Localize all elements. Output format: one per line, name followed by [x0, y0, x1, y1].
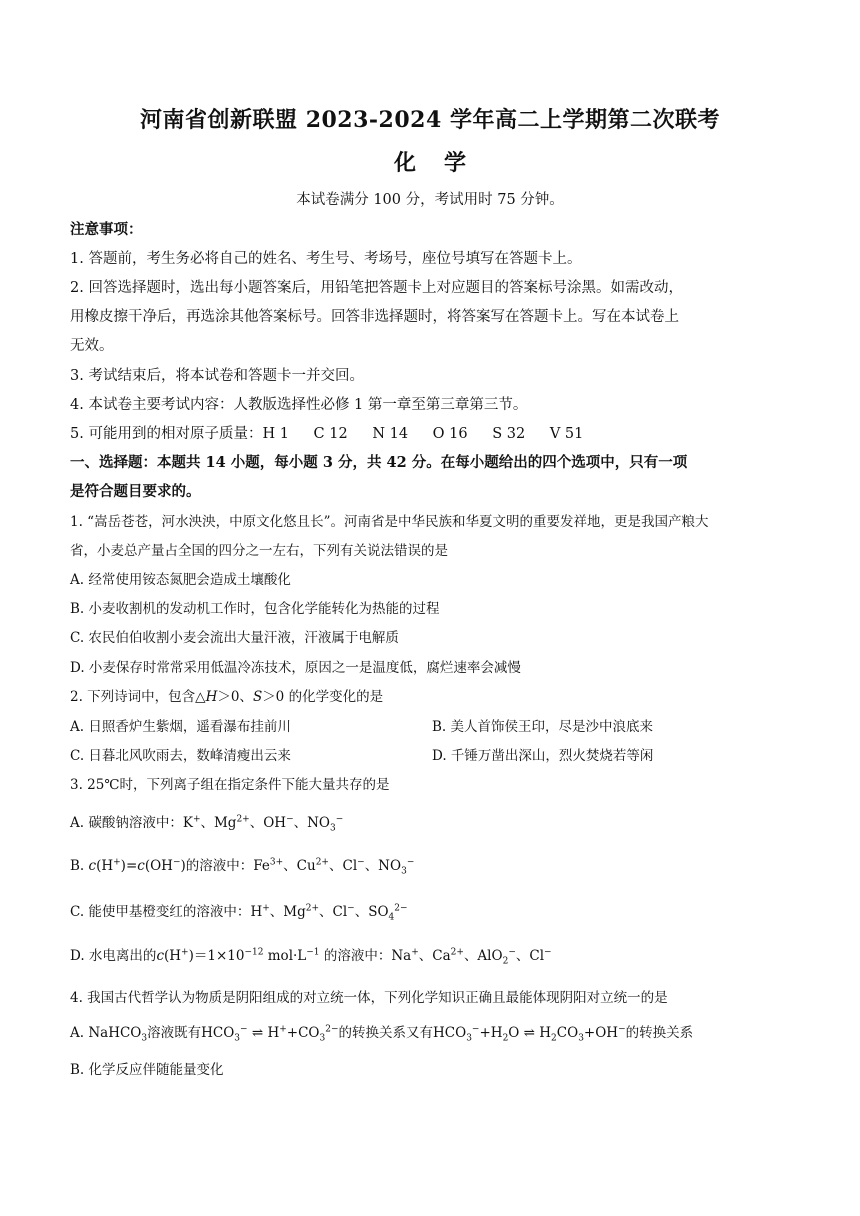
q2-stem-part3: ＞0 的化学变化的是: [262, 689, 384, 705]
q3-option-d-unit-exp: −1: [306, 947, 320, 958]
notice-item-3: 3. 考试结束后，将本试卷和答题卡一并交回。: [70, 368, 364, 384]
q2-stem-part2: ＞0、: [217, 689, 253, 705]
q1-stem-cont: 省，小麦总产量占全国的四分之一左右，下列有关说法错误的是: [70, 543, 448, 559]
q3-option-d-label: D. 水电离出的: [70, 948, 157, 964]
notice-item-2-cont: 用橡皮擦干净后，再选涂其他答案标号。回答非选择题时，将答案写在答题卡上。写在本试卷上: [70, 309, 679, 325]
q1-option-a: A. 经常使用铵态氮肥会造成土壤酸化: [70, 572, 291, 588]
atomic-mass-c: C 12: [313, 426, 348, 442]
q3-option-d-value: ＝1×10: [193, 948, 245, 964]
q2-stem-h: H: [205, 689, 218, 705]
q3-option-a-ions: K+、$Mg^{2+}$、OH−、$NO_3^-$: [182, 814, 344, 834]
q1-option-b: B. 小麦收割机的发动机工作时，包含化学能转化为热能的过程: [70, 601, 440, 617]
notice-item-2-end: 无效。: [70, 338, 114, 354]
q4-stem: 4. 我国古代哲学认为物质是阴阳组成的对立统一体，下列化学知识正确且最能体现阴阳对立统一的是: [70, 990, 668, 1006]
exam-title: 河南省创新联盟 2023-2024 学年高二上学期第二次联考: [140, 107, 720, 133]
q3-option-c-label: C. 能使甲基橙变红的溶液中：: [70, 904, 251, 920]
notice-item-4: 4. 本试卷主要考试内容：人教版选择性必修 1 第一章至第三章第三节。: [70, 397, 528, 413]
section1-heading: 一、选择题：本题共 14 小题，每小题 3 分，共 42 分。在每小题给出的四个选项中，只有一项: [70, 454, 688, 471]
q3-option-b-mid: 的溶液中：: [185, 858, 254, 874]
notice-item-1: 1. 答题前，考生务必将自己的姓名、考生号、考场号，座位号填写在答题卡上。: [70, 251, 582, 267]
q4-option-a: [70, 1023, 795, 1043]
q3-option-d: [70, 946, 795, 966]
q3-option-b: [70, 856, 795, 876]
q1-option-d: D. 小麦保存时常常采用低温冷冻技术，原因之一是温度低，腐烂速率会减慢: [70, 660, 521, 676]
q4-option-a-eq2: $HCO_3^-+H_2O$ ⇌ $H_2CO_3+OH^-$: [433, 1024, 626, 1044]
q4-option-a-text2: 的转换关系又有: [338, 1025, 434, 1041]
exam-subtitle: 本试卷满分 100 分，考试用时 75 分钟。: [296, 192, 564, 208]
notice-item-2: 2. 回答选择题时，选出每小题答案后，用铅笔把答题卡上对应题目的答案标号涂黑。如需改动，: [70, 280, 683, 296]
q3-stem: 3. 25℃时，下列离子组在指定条件下能大量共存的是: [70, 777, 390, 793]
q2-option-b: B. 美人首饰侯王印，尽是沙中浪底来: [432, 719, 654, 735]
q2-row-2: [70, 746, 795, 766]
q3-option-d-mid: 的溶液中：: [319, 948, 392, 964]
q2-option-c: C. 日暮北风吹雨去，数峰清瘦出云来: [70, 748, 291, 764]
q2-stem: [70, 687, 795, 707]
q4-option-b: B. 化学反应伴随能量变化: [70, 1062, 224, 1078]
q3-option-b-condition: c(H+)=c(OH−): [88, 857, 186, 874]
atomic-mass-o: O 16: [432, 426, 468, 442]
q3-option-a: [70, 813, 795, 833]
atomic-mass-n: N 14: [372, 426, 409, 442]
atomic-mass-v: V 51: [549, 426, 584, 442]
q4-option-a-text1: 溶液既有: [147, 1025, 202, 1041]
exam-subject: 化学: [393, 150, 494, 176]
notice-heading: 注意事项：: [70, 221, 143, 238]
q2-stem-s: S: [252, 689, 263, 705]
atomic-mass-h: 5. 可能用到的相对原子质量：H 1: [70, 426, 289, 442]
q4-option-a-label: A.: [70, 1025, 85, 1041]
q2-option-d: D. 千锤万凿出深山，烈火焚烧若等闲: [432, 748, 654, 764]
q2-stem-part1: 2. 下列诗词中，包含△: [70, 689, 206, 705]
q3-option-d-exp: −12: [244, 947, 264, 958]
q2-option-a: A. 日照香炉生紫烟，遥看瀑布挂前川: [70, 719, 291, 735]
atomic-mass-s: S 32: [492, 426, 526, 442]
q3-option-b-label: B.: [70, 858, 85, 874]
q3-option-a-label: A. 碳酸钠溶液中：: [70, 815, 183, 831]
q1-option-c: C. 农民伯伯收割小麦会流出大量汗液，汗液属于电解质: [70, 630, 399, 646]
q3-option-c-ions: H+、$Mg^{2+}$、Cl−、$SO_4^{2-}$: [250, 903, 408, 923]
q3-option-d-ions: Na+、$Ca^{2+}$、AlO$_2$−、Cl−: [391, 947, 552, 967]
q3-option-c: [70, 902, 795, 922]
notice-item-5: [70, 424, 795, 444]
q3-option-d-condition: c(H+): [156, 947, 194, 964]
section1-heading-cont: 是符合题目要求的。: [70, 483, 201, 500]
q4-option-a-text3: 的转换关系: [625, 1025, 694, 1041]
q4-option-a-formula: NaHCO$_3$: [88, 1025, 148, 1044]
q4-option-a-eq1: $HCO_3^-$ ⇌ $H^++CO_3^{2-}$: [201, 1024, 339, 1044]
q2-row-1: [70, 717, 795, 737]
q3-option-d-unit: mol·L: [263, 948, 307, 964]
q3-option-b-ions: $Fe^{3+}$、$Cu^{2+}$、Cl−、$NO_3^-$: [253, 857, 415, 877]
q1-stem: 1. “嵩岳苍苍，河水泱泱，中原文化悠且长”。河南省是中华民族和华夏文明的重要发祥地，更是我国产粮大: [70, 514, 709, 530]
